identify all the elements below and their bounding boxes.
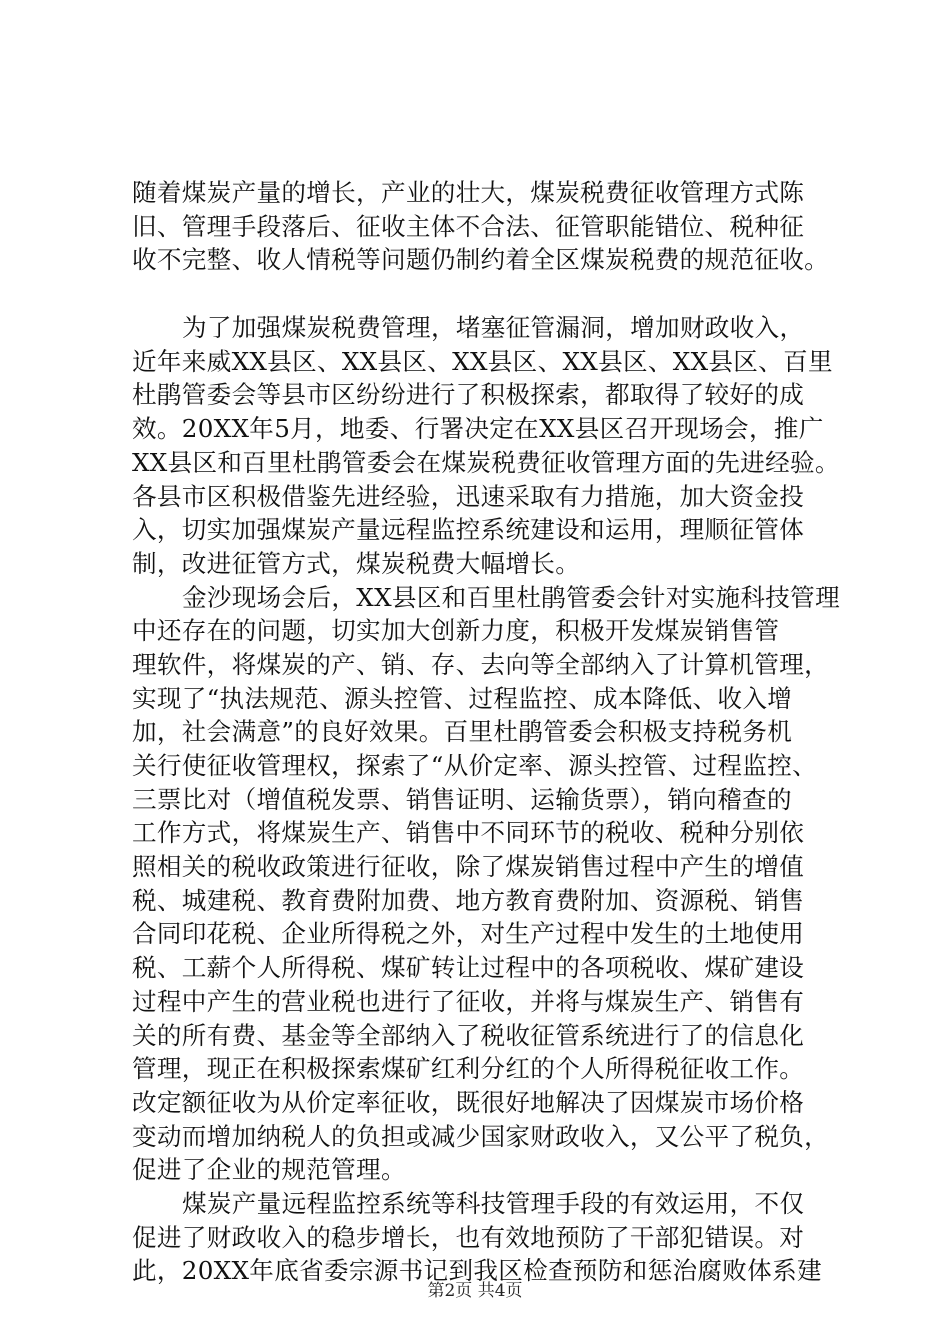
text-line: 税、工薪个人所得税、煤矿转让过程中的各项税收、煤矿建设 xyxy=(132,953,805,983)
paragraph xyxy=(132,176,852,277)
text-line: 合同印花税、企业所得税之外，对生产过程中发生的土地使用 xyxy=(132,919,805,949)
text-line: 煤炭产量远程监控系统等科技管理手段的有效运用，不仅 xyxy=(182,1188,805,1218)
paragraph-gap xyxy=(132,277,852,311)
text-line: 税、城建税、教育费附加费、地方教育费附加、资源税、销售 xyxy=(132,885,805,915)
text-line: 效。20XX年5月，地委、行署决定在XX县区召开现场会，推广 xyxy=(132,414,824,444)
paragraph xyxy=(132,1187,852,1288)
text-line: 改定额征收为从价定率征收，既很好地解决了因煤炭市场价格 xyxy=(132,1087,805,1117)
text-line: 过程中产生的营业税也进行了征收，并将与煤炭生产、销售有 xyxy=(132,986,805,1016)
text-line: 关行使征收管理权，探索了“从价定率、源头控管、过程监控、 xyxy=(132,751,818,780)
text-line: 加，社会满意”的良好效果。百里杜鹃管委会积极支持税务机 xyxy=(132,717,793,747)
text-line: 中还存在的问题，切实加大创新力度，积极开发煤炭销售管 xyxy=(132,616,780,646)
text-line: 为了加强煤炭税费管理，堵塞征管漏洞，增加财政收入， xyxy=(182,313,805,343)
text-line: 照相关的税收政策进行征收，除了煤炭销售过程中产生的增值 xyxy=(132,852,805,882)
text-line: 制，改进征管方式，煤炭税费大幅增长。 xyxy=(132,548,581,578)
text-line: 近年来威XX县区、XX县区、XX县区、XX县区、XX县区、百里 xyxy=(132,346,833,376)
text-line: 三票比对（增值税发票、销售证明、运输货票），销向稽查的 xyxy=(132,784,792,814)
text-line: 杜鹃管委会等县市区纷纷进行了积极探索，都取得了较好的成 xyxy=(132,380,805,410)
text-line: 旧、管理手段落后、征收主体不合法、征管职能错位、税种征 xyxy=(132,211,805,241)
text-line: 入，切实加强煤炭产量远程监控系统建设和运用，理顺征管体 xyxy=(132,515,805,545)
text-line: 随着煤炭产量的增长，产业的壮大，煤炭税费征收管理方式陈 xyxy=(132,178,805,207)
text-line: 变动而增加纳税人的负担或减少国家财政收入，又公平了税负， xyxy=(132,1121,830,1151)
text-line: 工作方式，将煤炭生产、销售中不同环节的税收、税种分别依 xyxy=(132,818,805,848)
text-line: 理软件，将煤炭的产、销、存、去向等全部纳入了计算机管理， xyxy=(132,649,830,679)
text-line: 促进了财政收入的稳步增长，也有效地预防了干部犯错误。对 xyxy=(132,1222,805,1252)
text-line: 各县市区积极借鉴先进经验，迅速采取有力措施，加大资金投 xyxy=(132,481,805,511)
text-line: 收不完整、收人情税等问题仍制约着全区煤炭税费的规范征收。 xyxy=(132,245,830,275)
page-number-footer: 第2页 共4页 xyxy=(427,1281,523,1301)
text-line: 关的所有费、基金等全部纳入了税收征管系统进行了的信息化 xyxy=(132,1020,805,1050)
paragraph xyxy=(132,581,852,1187)
text-line: 管理，现正在积极探索煤矿红利分红的个人所得税征收工作。 xyxy=(132,1054,805,1084)
document-body xyxy=(132,176,852,1288)
text-line: 金沙现场会后，XX县区和百里杜鹃管委会针对实施科技管理 xyxy=(182,582,840,612)
text-line: 实现了“执法规范、源头控管、过程监控、成本降低、收入增 xyxy=(132,683,793,713)
text-line: XX县区和百里杜鹃管委会在煤炭税费征收管理方面的先进经验。 xyxy=(132,447,840,477)
text-line: 此，20XX年底省委宗源书记到我区检查预防和惩治腐败体系建 xyxy=(132,1256,822,1286)
text-line: 促进了企业的规范管理。 xyxy=(132,1155,406,1185)
paragraph xyxy=(132,311,852,581)
